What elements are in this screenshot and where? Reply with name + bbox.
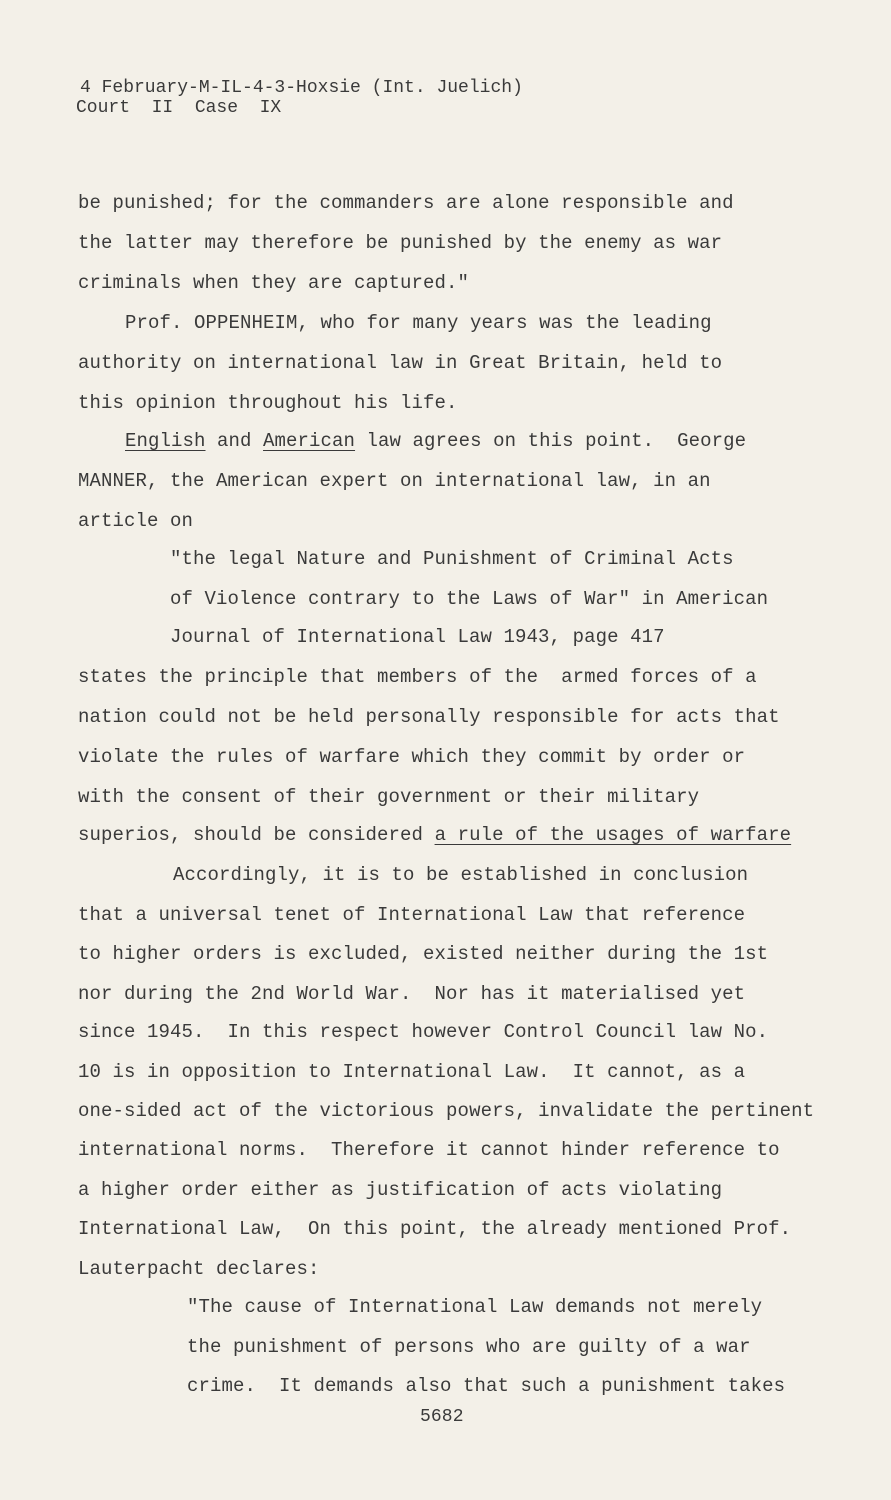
text-span: superios, should be considered [78,824,435,846]
text-line [125,430,746,452]
text-line: to higher orders is excluded, existed neither during the 1st [78,943,769,965]
text-line: Accordingly, it is to be established in conclusion [173,864,749,886]
quote-line: the punishment of persons who are guilty of a war [187,1336,751,1358]
text-line [78,824,791,846]
text-line: Prof. OPPENHEIM, who for many years was the leading [125,312,712,334]
text-line: article on [78,510,194,532]
text-line: International Law, On this point, the already mentioned Prof. [78,1218,792,1240]
text-line: states the principle that members of the armed forces of a [78,666,757,688]
text-line: authority on international law in Great Britain, held to [78,352,723,374]
text-line: with the consent of their government or their military [78,786,700,808]
text-line: be punished; for the commanders are alone responsible and [78,192,734,214]
text-line: the latter may therefore be punished by the enemy as war [78,232,723,254]
text-line: criminals when they are captured." [78,272,470,294]
quote-line: crime. It demands also that such a punishment takes [187,1375,786,1397]
text-line: international norms. Therefore it cannot hinder reference to [78,1139,780,1161]
page-number: 5682 [420,1407,464,1427]
text-line: a higher order either as justification of acts violating [78,1179,723,1201]
text-line: Lauterpacht declares: [78,1258,320,1280]
quote-line: Journal of International Law 1943, page 417 [170,626,665,648]
text-line: this opinion throughout his life. [78,392,458,414]
underlined-text: English [125,430,206,452]
text-span: law agrees on this point. George [355,430,747,452]
text-line: that a universal tenet of International Law that reference [78,904,746,926]
text-span: and [205,430,264,452]
quote-line: "The cause of International Law demands not merely [187,1296,763,1318]
text-line: one-sided act of the victorious powers, invalidate the pertinent [78,1100,815,1122]
text-line: nor during the 2nd World War. Nor has it materialised yet [78,983,746,1005]
underlined-text: a rule of the usages of warfare [434,824,792,846]
header-line-2: Court II Case IX [76,98,282,118]
text-line: since 1945. In this respect however Control Council law No. [78,1021,769,1043]
quote-line: "the legal Nature and Punishment of Criminal Acts [170,548,734,570]
text-line: MANNER, the American expert on international law, in an [78,470,711,492]
quote-line: of Violence contrary to the Laws of War" in American [170,588,769,610]
underlined-text: American [263,430,356,452]
text-line: nation could not be held personally responsible for acts that [78,706,780,728]
text-line: violate the rules of warfare which they commit by order or [78,746,746,768]
header-line-1: 4 February-M-IL-4-3-Hoxsie (Int. Juelich) [80,78,523,98]
text-line: 10 is in opposition to International Law. It cannot, as a [78,1061,746,1083]
